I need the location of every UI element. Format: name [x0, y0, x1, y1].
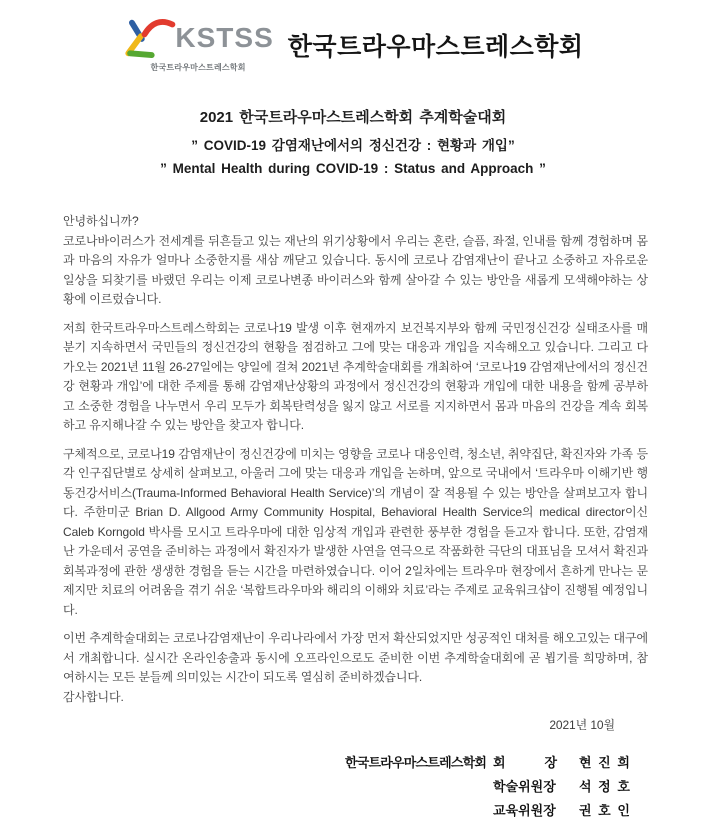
conference-title-block	[0, 106, 706, 176]
signature-role-academic-chair: 학술위원장	[493, 778, 556, 794]
signature-block	[345, 751, 706, 823]
signature-org-spacer	[345, 799, 493, 823]
letter-body	[63, 212, 648, 736]
closing-line: 감사합니다.	[63, 689, 124, 704]
paragraph-society: 저희 한국트라우마스트레스학회는 코로나19 발생 이후 현재까지 보건복지부와 함께 국민정신건강 실태조사를 매 분기 지속하면서 국민들의 정신건강의 현황을 점검하고 그에 맞는 대응과 개입을 지속해오고 있습니다. 그리고 다가오는 2021년 11월 26-27일에는 양일에 걸쳐 2021년 추계학술대회를 개최하여 ‘코로나19 감염재난에서의 정신건강 현황과 개입’에 대한 주제를 통해 감염재난상황의 과정에서 정신건강의 현황과 개입에 대한 내용을 함께 공부하고 소중한 경험을 나누면서 우리 모두가 회복탄력성을 잃지 않고 서로를 지지하면서 몸과 마음의 건강을 계속 회복하고 유지해나갈 수 있는 방안을 찾고자 합니다.	[63, 320, 648, 432]
letterhead	[0, 0, 706, 73]
logo-caption-text: 한국트라우마스트레스학회	[150, 63, 246, 72]
signature-name-president: 현 진 희	[579, 754, 632, 770]
conference-subtitle-korean: ” COVID-19 감염재난에서의 정신건강 : 현황과 개입”	[191, 138, 515, 153]
signature-name-academic-chair: 석 정 호	[579, 778, 632, 794]
signature-row-academic-chair	[345, 775, 706, 799]
kstss-logo-icon	[122, 16, 176, 60]
signature-org: 한국트라우마스트레스학회	[345, 754, 487, 770]
letter-date: 2021년 10월	[549, 718, 615, 732]
conference-title: 2021 한국트라우마스트레스학회 추계학술대회	[199, 109, 507, 126]
paragraph-program: 구체적으로, 코로나19 감염재난이 정신건강에 미치는 영향을 코로나 대응인력, 청소년, 취약집단, 확진자와 가족 등 각 인구집단별로 상세히 살펴보고, 아울러 그에 맞는 대응과 개입을 논하며, 앞으로 국내에서 ‘트라우마 이해기반 행동건강서비스(Trauma-Informed Behavioral Health Service)’의 개념이 잘 적용될 수 있는 방안을 살펴보고자 합니다. 주한미군 Brian D. Allgood Army Community Hospital, Behavioral Health Service의 medical director이신 Caleb Korngold 박사를 모시고 트라우마에 대한 임상적 개입과 관련한 풍부한 경험을 듣고자 합니다. 또한, 감염재난 가운데서 공연을 준비하는 과정에서 확진자가 발생한 사연을 연극으로 작품화한 극단의 대표님을 모셔서 확진과 회복과정에 관한 생생한 경험을 듣는 시간을 마련하였습니다. 이어 2일차에는 트라우마 현장에서 흔하게 만나는 문제지만 치료의 어려움을 겪기 쉬운 ‘복합트라우마와 해리의 이해와 치료’라는 주제로 교육워크샵이 진행될 예정입니다.	[63, 446, 648, 617]
organization-name: 한국트라우마스트레스학회	[287, 32, 584, 61]
signature-row-president	[345, 751, 706, 775]
signature-role-education-chair: 교육위원장	[493, 802, 556, 818]
signature-name-education-chair: 권 호 인	[579, 802, 632, 818]
paragraph-venue: 이번 추계학술대회는 코로나감염재난이 우리나라에서 가장 먼저 확산되었지만 성공적인 대처를 해오고있는 대구에서 개최합니다. 실시간 온라인송출과 동시에 오프라인으로도 준비한 이번 추계학술대회에 곧 뵙기를 희망하며, 참여하시는 모든 분들께 의미있는 시간이 되도록 열심히 준비하겠습니다.	[63, 631, 648, 684]
kstss-logo	[122, 16, 273, 73]
kstss-logo-top	[122, 16, 273, 60]
signature-role-president: 회 장	[493, 754, 558, 770]
signature-row-education-chair	[345, 799, 706, 823]
conference-subtitle-english: ” Mental Health during COVID-19 : Status and Approach ”	[160, 161, 546, 176]
greeting-line: 안녕하십니까?	[63, 214, 139, 228]
signature-org-spacer	[345, 775, 493, 799]
paragraph-intro: 코로나바이러스가 전세계를 뒤흔들고 있는 재난의 위기상황에서 우리는 혼란, 슬픔, 좌절, 인내를 함께 경험하며 몸과 마음의 자유가 얼마나 소중한지를 새삼 깨닫고 있습니다. 동시에 코로나 감염재난이 끝나고 소중하고 자유로운 일상을 되찾기를 바랬던 우리는 이제 코로나변종 바이러스와 함께 살아갈 수 있는 방안을 새롭게 모색해야하는 상황에 이르렀습니다.	[63, 233, 648, 306]
logo-acronym-text: KSTSS	[175, 22, 274, 53]
